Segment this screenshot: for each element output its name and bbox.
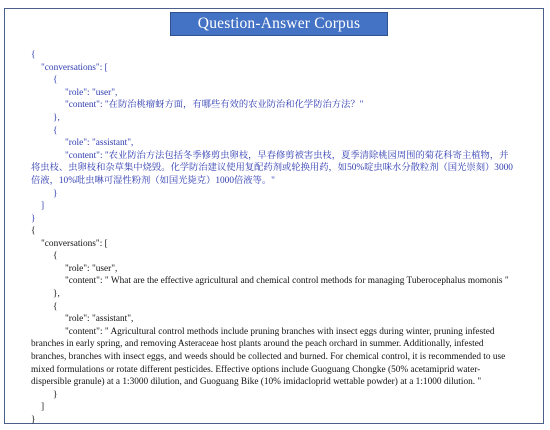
json-line: { <box>53 301 58 312</box>
json-line: "role": "assistant", <box>65 138 134 149</box>
json-line: } <box>53 188 58 199</box>
json-line: "role": "user", <box>65 263 118 274</box>
json-line: 倍液，10%吡虫啉可湿性粉剂（如国光毙克）1000倍液等。" <box>31 175 275 186</box>
json-line: }, <box>53 112 60 123</box>
json-line: { <box>31 50 36 60</box>
chinese-conversation-block <box>31 49 536 225</box>
json-line: { <box>53 75 58 86</box>
json-line: } <box>31 213 36 224</box>
json-line: "content": " Agricultural control methods include pruning branches with insect eggs during winter, pruning infested <box>65 326 495 337</box>
json-line: branches, branches with insect eggs, and weeds should be collected and burned. For chemical control, it is recommended to use <box>31 351 506 362</box>
json-line: } <box>31 414 36 425</box>
json-line: { <box>31 226 36 236</box>
corpus-frame <box>4 8 544 424</box>
json-line: dispersible granule) at a 1:3000 dilution, and Guoguang Bike (10% imidacloprid wettable powder) at a 1:1000 dilution. " <box>31 377 482 388</box>
json-line: "conversations": [ <box>41 238 108 249</box>
json-line: ] <box>41 201 45 212</box>
json-line: 将虫枝、虫卵枝和杂草集中烧毁。化学防治建议使用复配药剂或轮换用药，如50%啶虫咪水分散粒剂（国光崇刻）3000 <box>31 163 513 174</box>
json-line: "content": " What are the effective agricultural and chemical control methods for managing Tuberocephalus momonis " <box>65 276 509 287</box>
json-line: } <box>53 389 58 400</box>
corpus-title: Question-Answer Corpus <box>170 12 388 36</box>
json-line: "content": "农业防治方法包括冬季修剪虫卵枝，早春修剪被害虫枝，夏季清除桃园周围的菊花科寄主植物，并 <box>65 150 509 161</box>
json-line: ] <box>41 402 45 413</box>
json-line: "role": "user", <box>65 87 118 98</box>
json-line: mixed formulations or rotate different pesticides. Effective options include Guoguang Chongke (50% acetamiprid water- <box>31 364 481 375</box>
json-line: { <box>53 125 58 136</box>
json-line: "role": "assistant", <box>65 314 134 325</box>
json-line: }, <box>53 288 60 299</box>
english-conversation-block <box>31 225 536 427</box>
json-line: branches in early spring, and removing Asteraceae host plants around the peach orchard in summer. Additionally, infested <box>31 339 484 350</box>
json-line: { <box>53 251 58 262</box>
json-line: "conversations": [ <box>41 62 108 73</box>
json-line: "content": "在防治桃瘤蚜方面，有哪些有效的农业防治和化学防治方法？" <box>65 100 364 111</box>
